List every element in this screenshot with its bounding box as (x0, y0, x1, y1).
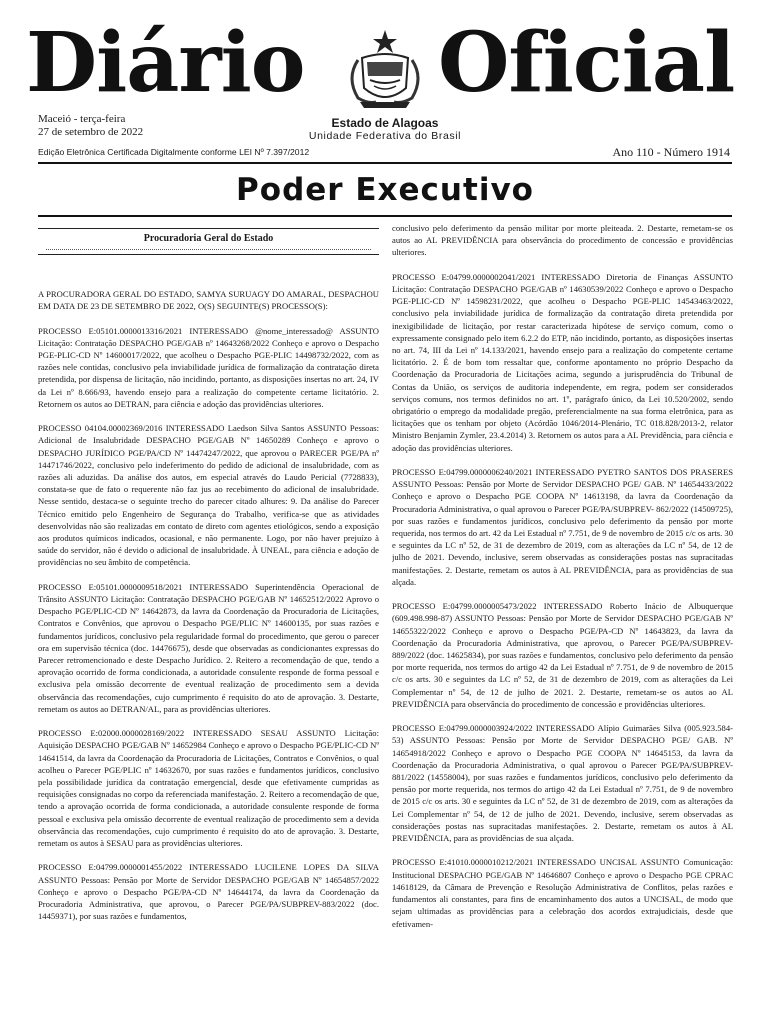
right-column (392, 222, 733, 1018)
header-divider (38, 162, 732, 164)
process-paragraph: PROCESSO E:02000.0000028169/2022 INTERESSADO SESAU ASSUNTO Licitação: Aquisição DESPACHO PGE/GAB Nº 14652984 Conheço e aprovo o Despacho PGE/PLIC-CD Nº 14641514, da lavra da Coordenação da Procuradoria de Licitações, Contratos e Convênios, o qual acolheu o Parecer PGE/PLIC nº 14632670, por suas razões e fundamentos jurídicos, conclusivo pela possibilidade jurídica da contratação emergencial, desde que efetivamente cumpridas as requisições consignadas no corpo da referenciada manifestação. 2. Reitero a recomendação de que, tendo a aprovação ocorrida de forma condicionada, a autoridade consulente responde de forma pessoal e exclusiva pela omissão decorrente de eventual realização de procedimento sem a devida observância das recomendações, cujo cumprimento é requisito do ato de aprovação. 3. Destarte, remetam os autos à SESAU para as providências ulteriores. (38, 728, 379, 849)
process-paragraph: PROCESSO E:04799.0000003924/2022 INTERESSADO Alípio Guimarães Silva (005.923.584-53) ASSUNTO Pessoas: Pensão por Morte de Servidor DESPACHO PGE/ GAB. Nº 14654918/2022 Conheço e aprovo o Despacho PGE COOPA Nº 14645153, da lavra da Coordenação da Procuradoria Administrativa, o qual aprovou o Parecer PGE/PA/SUBPREV- 881/2022 (14558004), por suas razões e fundamentos jurídicos, conclusivo pelo deferimento da pensão por morte requerida, nos termos do artigo 42 da Lei Estadual nº 7.751, de 9 de novembro de 2015 c/c os arts. 30 e seguintes da LC nº 52, de 31 de dezembro de 2019, com as alterações da Lei Complementar nº 54, de 12 de julho de 2021. Devendo, inclusive, serem observadas as considerações postas nas supracitadas manifestações. 2. Destarte, remetam os autos à AL PREVIDÊNCIA, para as providências de sua alçada. (392, 723, 733, 844)
issue-date-block (38, 113, 143, 139)
left-column (38, 228, 379, 1018)
state-block (300, 116, 470, 143)
process-paragraph: PROCESSO E:04799.0000002041/2021 INTERESSADO Diretoria de Finanças ASSUNTO Licitação: Contratação DESPACHO PGE/GAB nº 14630539/2022 Conheço e aprovo o Despacho PGE-PLIC-CD Nº 14598231/2022, que acolheu o Despacho PGE-PLIC 14543463/2022, conclusivo pela inviabilidade jurídica de formalização da contratação direta pretendida por inexigibilidade de licitação, por restar caracterizada hipótese de serviço comum, como o expressamente consignado pelo item 6.2.2 do ETP, não incidindo, portanto, as disposições insertas no art. 74, III da Lei nº 14.133/2021, havendo ensejo para a realização do competente certame licitatório. 2. É de bom tom ressaltar que, conforme apontamento no próprio Despacho da Coordenação da Procuradoria de Licitações acima, segundo a jurisprudência do Tribunal de Contas da União, os serviços de auditoria independente, em regra, podem ser considerados serviços comuns, nos termos definidos no art. 1º, parágrafo único, da Lei 10.520/2002, sendo obrigatório o emprego da modalidade pregão, preferencialmente na sua forma eletrônica, para as licitações que os tenham por objeto (Acórdão 1046/2014-Plenário, TC 018.828/2013-2, relator Ministro Benjamin Zymler, 23.4.2014) 3. Retornem os autos para a AL Previdência, para ciência e adoção das providências ulteriores. (392, 271, 733, 453)
state-coat-of-arms-icon (340, 28, 430, 110)
masthead-title-left: Diário (26, 15, 305, 111)
process-paragraph: conclusivo pelo deferimento da pensão militar por morte pleiteada. 2. Destarte, remetam-se os autos ao AL PREVIDÊNCIA para observância do procedimento de concessão e providências ulteriores. (392, 223, 733, 258)
organ-heading-box (38, 228, 379, 255)
certification-note: Edição Eletrônica Certificada Digitalmente conforme LEI Nº 7.397/2012 (38, 147, 310, 157)
masthead (0, 0, 770, 159)
city-weekday: Maceió - terça-feira (38, 113, 126, 125)
section-divider (38, 215, 732, 217)
edition-number: Ano 110 - Número 1914 (612, 145, 730, 159)
organ-heading: Procuradoria Geral do Estado (143, 233, 274, 244)
process-paragraph: PROCESSO E:04799.0000001455/2022 INTERESSADO LUCILENE LOPES DA SILVA ASSUNTO Pessoas: Pensão por Morte de Servidor DESPACHO PGE/GAB Nº 14654857/2022 Conheço e aprovo o Despacho PGE/PA-CD Nº 14644174, da lavra da Coordenação da Procuradoria Administrativa, que aprovou, o Parecer PGE/PA/SUBPREV-883/2022 (doc. 14459371), por suas razões e fundamentos, (38, 862, 379, 922)
process-paragraph: PROCESSO E:41010.0000010212/2021 INTERESSADO UNCISAL ASSUNTO Comunicação: Institucional DESPACHO PGE/GAB Nº 14646807 Conheço e aprovo o Despacho PGE CPRAC 14618129, da Câmara de Prevenção e Resolução Administrativa de Conflitos, pelas razões e fundamentos ali constantes, para fins de encaminhamento dos autos a UNCISAL, de modo que sejam ultimadas as providências para a celebração dos acordos extrajudiciais, desde que efetivamen- (392, 857, 733, 929)
process-paragraph: PROCESSO E:05101.0000013316/2021 INTERESSADO @nome_interessado@ ASSUNTO Licitação: Contratação DESPACHO PGE/GAB nº 14643268/2022 Conheço e aprovo o Despacho PGE-PLIC-CD Nº 14600017/2022, que acolheu o Despacho PGE-PLIC 14498732/2022, com as razões nele contidas, conclusivo pela inviabilidade jurídica de formalização da contratação direta pretendida, por dispensa de licitação, não incidindo, portanto, as disposições insertas no art. 24, IV da Lei nº 8.666/93, havendo ensejo para a realização do competente certame licitatório. 2. Retornem os autos ao DETRAN, para ciência e adoção das providências ulteriores. (38, 325, 379, 409)
process-paragraph: PROCESSO E:05101.0000009518/2021 INTERESSADO Superintendência Operacional de Trânsito ASSUNTO Licitação: Contratação DESPACHO PGE/GAB Nº 14652512/2022 Aprovo o Despacho PGE/PLIC-CD Nº 14642873, da lavra da Coordenação da Procuradoria de Licitações, Contratos e Convênios, que aprovou o Despacho PGE/PLIC Nº 14600135, por suas razões e fundamentos jurídicos, conclusivo pela regularidade formal do procedimento, que gerou o parecer ora em supervisão técnica (doc. 14476675), desde que observadas as condicionantes expressas do Parecer retromencionado e deste Despacho Jurídico. 2. Reitero a recomendação de que, tendo a aprovação ocorrido de forma condicionada, a autoridade consulente responde de forma pessoal e exclusiva pela omissão decorrente de eventual realização de procedimento sem a devida observância das recomendações, cujo cumprimento é requisito do ato de aprovação. 3. Destarte, remetam os autos ao DETRAN/AL, para as providências ulteriores. (38, 581, 379, 714)
state-name: Estado de Alagoas (331, 116, 439, 130)
masthead-title-right: Oficial (438, 15, 735, 111)
section-title: Poder Executivo (236, 172, 534, 208)
intro-paragraph: A PROCURADORA GERAL DO ESTADO, SAMYA SURUAGY DO AMARAL, DESPACHOU EM DATA DE 23 DE SETEMBRO DE 2022, O(S) SEGUINTE(S) PROCESSO(S): (38, 289, 379, 312)
process-paragraph: PROCESSO 04104.00002369/2016 INTERESSADO Laedson Silva Santos ASSUNTO Pessoas: Adicional de Insalubridade DESPACHO PGE/GAB Nº 14650289 Conheço e aprovo o DESPACHO JURÍDICO PGE/PA/CD Nº 14474247/2022, que aprovou o PARECER PGE/PA nº 14471746/2022, conclusivo pelo indeferimento do pedido de adicional de insalubridade, com as razões ali aduzidas. Da análise dos autos, em especial através do Laudo Pericial (7728833), constata-se que de fato o requerente não faz jus ao recebimento do adicional de insalubridade. Nesse sentido, destaca-se o seguinte trecho do parecer citado alhures: 9. Da análise do Parecer Técnico emitido pelo Engenheiro de Segurança do Trabalho, verifica-se que as atividades desenvolvidas não são realizadas em contato de direto com agentes etiológicos, sendo a exposição aos produtos químicos indicados, ocasional, e não permanente. Logo, por não haver prejuízo à saúde do servidor, não é devido o adicional de insalubridade. À UNEAL, para ciência e adoção de providências no seu âmbito de competência. (38, 423, 379, 568)
process-paragraph: PROCESSO E:04799.0000005473/2022 INTERESSADO Roberto Inácio de Albuquerque (609.498.998-87) ASSUNTO Pessoas: Pensão por Morte de Servidor DESPACHO PGE/GAB Nº 14655322/2022 Conheço e aprovo o Despacho PGE/PA-CD Nº 14643823, da lavra da Coordenação da Procuradoria Administrativa, que aprovou, o Parecer PGE/PA/SUBPREV-889/2022 (doc. 14625834), por suas razões e fundamentos, conclusivo pelo deferimento da pensão por morte requerida, nos termos do artigo 42 da Lei Estadual nº 7.751, de 9 de novembro de 2015 c/c os arts. 30 e seguintes da LC nº 52, de 31 de dezembro de 2019, com as alterações da Lei Complementar nº 54, de 12 de julho de 2021. 2. Destarte, remetam-se os autos ao AL PREVIDÊNCIA para observância do procedimento de concessão e providências ulteriores. (392, 601, 733, 709)
process-paragraph: PROCESSO E:04799.0000006240/2021 INTERESSADO PYETRO SANTOS DOS PRASERES ASSUNTO Pessoas: Pensão por Morte de Servidor DESPACHO PGE/ GAB. Nº 14654433/2022 Conheço e aprovo o Despacho PGE COOPA Nº 14613198, da lavra da Coordenação da Procuradoria Administrativa, o qual aprovou o Parecer PGE/PA/SUBPREV- 862/2022 (14509725), por suas razões e fundamentos jurídicos, conclusivo pelo deferimento da pensão por morte requerida, nos termos do art. 42 da Lei Estadual nº 7.751, de 9 de novembro de 2015 c/c os arts. 30 e seguintes da LC nº 52, de 31 de dezembro de 2019, com as alterações da LC nº 54, de 12 de julho de 2021. Devendo, inclusive, serem observadas as considerações postas nas supracitadas manifestações. 2. Destarte, remetam os autos à AL PREVIDÊNCIA, para as providências de sua alçada. (392, 467, 733, 587)
federative-unit: Unidade Federativa do Brasil (308, 130, 462, 142)
organ-heading-rule (46, 249, 371, 250)
issue-date: 27 de setembro de 2022 (38, 126, 144, 138)
